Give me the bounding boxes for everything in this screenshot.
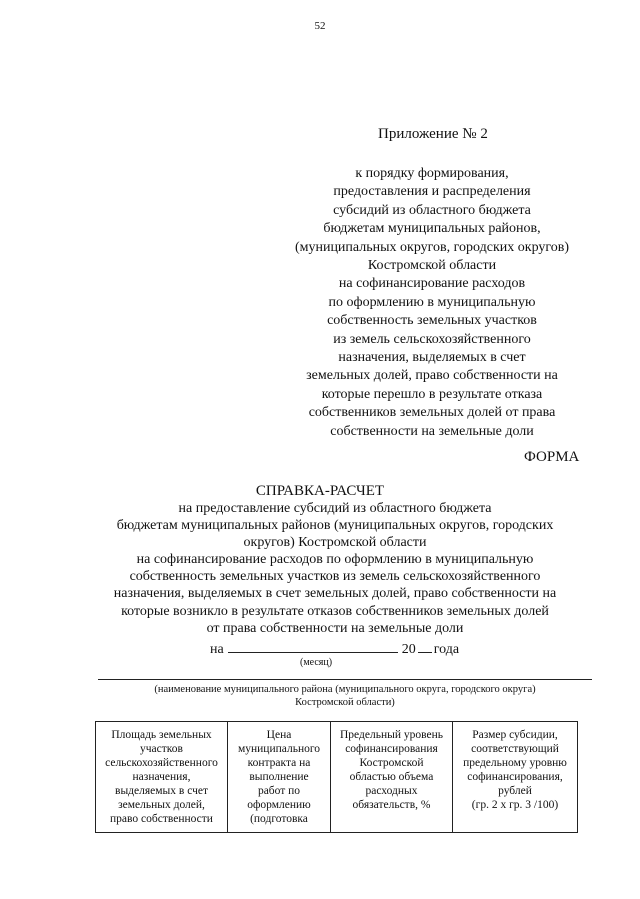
header-line: земельных долей, [118,799,205,811]
appendix-line: на софинансирование расходов [338,276,526,292]
document-line: собственность земельных участков из земель сельскохозяйственного [129,569,541,585]
year-blank-field[interactable] [418,640,432,653]
appendix-line: предоставления и распределения [333,184,531,200]
document-title: СПРАВКА-РАСЧЕТ [255,483,385,499]
appendix-line: собственности на земельные доли [330,423,534,439]
appendix-line: к порядку формирования, [355,166,509,181]
header-line: выполнение [249,771,309,783]
appendix-line: собственников земельных долей от права [308,405,556,421]
header-land-area [96,722,228,833]
appendix-line: субсидий из областного бюджета [333,202,531,218]
page-number: 52 [314,20,326,32]
document-line: которые возникло в результате отказов собственников земельных долей [121,603,549,619]
document-line: от права собственности на земельные доли [206,620,464,636]
header-cofinancing-level [331,722,453,833]
date-prefix: на [210,642,224,657]
header-line: обязательств, % [352,799,431,811]
appendix-line: (муниципальных округов, городских округов) [294,239,570,255]
header-line: Цена [266,729,292,741]
document-subtitle [80,500,590,637]
header-contract-price [228,722,331,833]
header-line: Костромской [359,757,424,769]
form-label: ФОРМА [524,449,580,465]
header-line: участков [140,743,183,755]
header-line: работ по [257,785,301,797]
header-line: (подготовка [250,813,308,825]
header-line: сельскохозяйственного [105,757,218,769]
appendix-line: которые перешло в результате отказа [321,386,543,402]
header-line: соответствующий [471,743,559,755]
header-line: софинансирования, [467,771,563,783]
region-hint-line: (наименование муниципального района (муниципального округа, городского округа) [154,684,536,695]
header-line: (гр. 2 х гр. 3 /100) [471,799,559,811]
date-suffix: года [433,642,460,657]
appendix-line: земельных долей, право собственности на [306,368,558,384]
appendix-line: назначения, выделяемых в счет [338,350,526,366]
region-hint [98,683,592,709]
calculation-table [95,721,578,833]
appendix-line: по оформлению в муниципальную [328,294,536,310]
table-header-row [96,722,578,833]
header-line: муниципального [237,743,321,755]
appendix-line: бюджетам муниципальных районов, [323,221,541,237]
header-line: предельному уровню [463,757,567,769]
region-blank-field[interactable] [98,679,592,680]
header-line: право собственности [110,813,213,825]
month-blank-field[interactable] [228,640,398,653]
appendix-description [272,165,592,441]
document-line: на предоставление субсидий из областного бюджета [178,501,492,516]
appendix-line: Костромской области [367,258,497,274]
header-line: оформлению [247,799,311,811]
header-line: Размер субсидии, [472,729,558,741]
header-line: назначения, [132,771,191,783]
month-hint: (месяц) [300,657,333,668]
region-hint-line: Костромской области) [295,697,395,708]
header-line: рублей [498,785,532,797]
header-line: расходных [365,785,418,797]
document-line: назначения, выделяемых в счет земельных долей, право собственности на [113,586,557,602]
header-line: контракта на [247,757,311,769]
document-line: округов) Костромской области [243,535,427,551]
header-line: выделяемых в счет [115,785,208,797]
appendix-line: собственность земельных участков [327,313,537,329]
year-prefix: 20 [401,642,416,657]
appendix-title: Приложение № 2 [378,126,488,142]
header-line: Площадь земельных [111,729,212,741]
header-line: софинансирования [345,743,438,755]
header-line: областью объема [349,771,434,783]
document-line: на софинансирование расходов по оформлению в муниципальную [136,552,534,568]
document-line: бюджетам муниципальных районов (муниципальных округов, городских [116,518,554,534]
date-line [210,640,459,658]
header-subsidy-amount [453,722,578,833]
header-line: Предельный уровень [340,729,443,741]
appendix-line: из земель сельскохозяйственного [333,331,531,347]
